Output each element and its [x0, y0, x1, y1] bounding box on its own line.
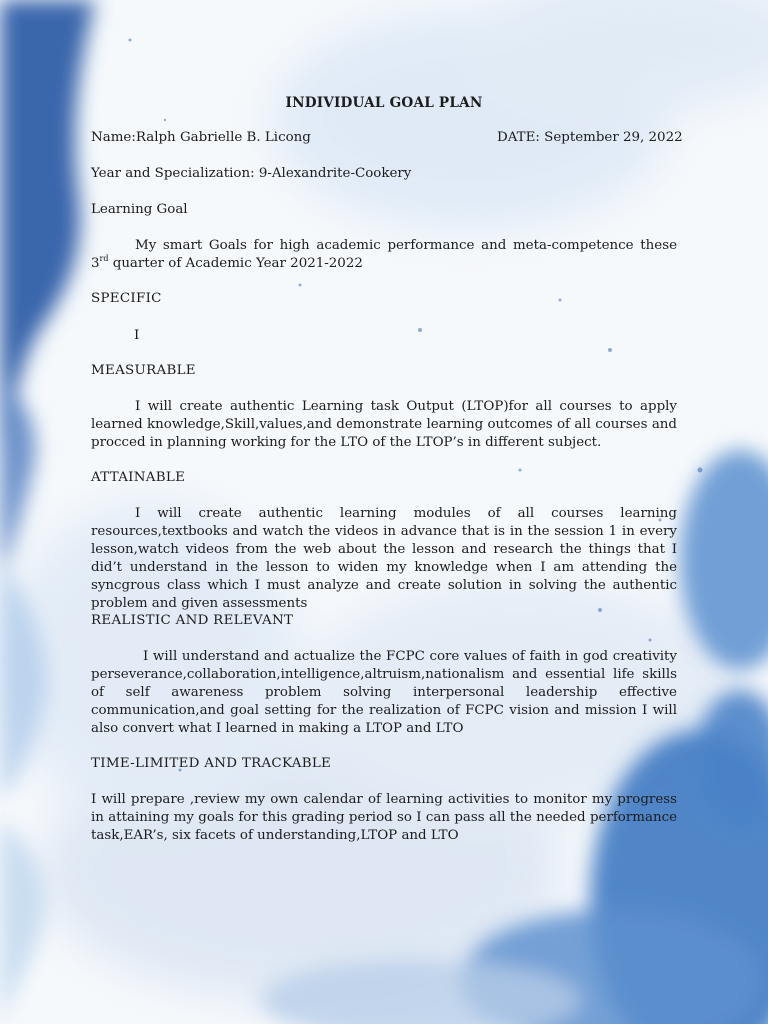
- attainable-heading: ATTAINABLE: [91, 470, 186, 485]
- time-limited-heading: TIME-LIMITED AND TRACKABLE: [91, 756, 332, 771]
- realistic-heading: REALISTIC AND RELEVANT: [91, 613, 294, 628]
- document-title: INDIVIDUAL GOAL PLAN: [285, 95, 483, 111]
- student-name: Name:Ralph Gabrielle B. Licong: [91, 130, 311, 145]
- measurable-heading: MEASURABLE: [91, 363, 196, 378]
- intro-text-start: My smart Goals for high academic performance and meta-competence these 3: [91, 238, 677, 271]
- time-limited-body: I will prepare ,review my own calendar of learning activities to monitor my progress in attaining my goals for this grading period so I can pass all the needed performance task,EAR’s, six facets of understanding,LTOP and LTO: [91, 792, 677, 843]
- year-and-specialization: Year and Specialization: 9-Alexandrite-Cookery: [91, 166, 412, 181]
- attainable-body: I will create authentic learning modules of all courses learning resources,textbooks and watch the videos in advance that is in the session 1 in every lesson,watch videos from the web about the lesson and research the things that I did’t understand in the lesson to widen my knowledge when I am attending the syncgrous class which I must analyze and create solution in solving the authentic problem and given assessments: [91, 506, 677, 611]
- specific-body: I: [134, 328, 140, 343]
- realistic-body: I will understand and actualize the FCPC core values of faith in god creativity perseverance,collaboration,intelligence,altruism,nationalism and essential life skills of self awareness problem solving interpersonal leadership effective communication,and goal setting for the realization of FCPC vision and mission I will also convert what I learned in making a LTOP and LTO: [91, 649, 677, 736]
- document-date: DATE: September 29, 2022: [497, 130, 683, 145]
- intro-superscript: rd: [99, 254, 109, 263]
- measurable-body: I will create authentic Learning task Output (LTOP)for all courses to apply learned knowledge,Skill,values,and demonstrate learning outcomes of all courses and procced in planning working for the LTO of the LTOP’s in different subject.: [91, 399, 677, 450]
- specific-heading: SPECIFIC: [91, 291, 162, 306]
- intro-paragraph: [91, 237, 677, 273]
- learning-goal-label: Learning Goal: [91, 202, 188, 217]
- intro-text-end: quarter of Academic Year 2021-2022: [108, 256, 363, 271]
